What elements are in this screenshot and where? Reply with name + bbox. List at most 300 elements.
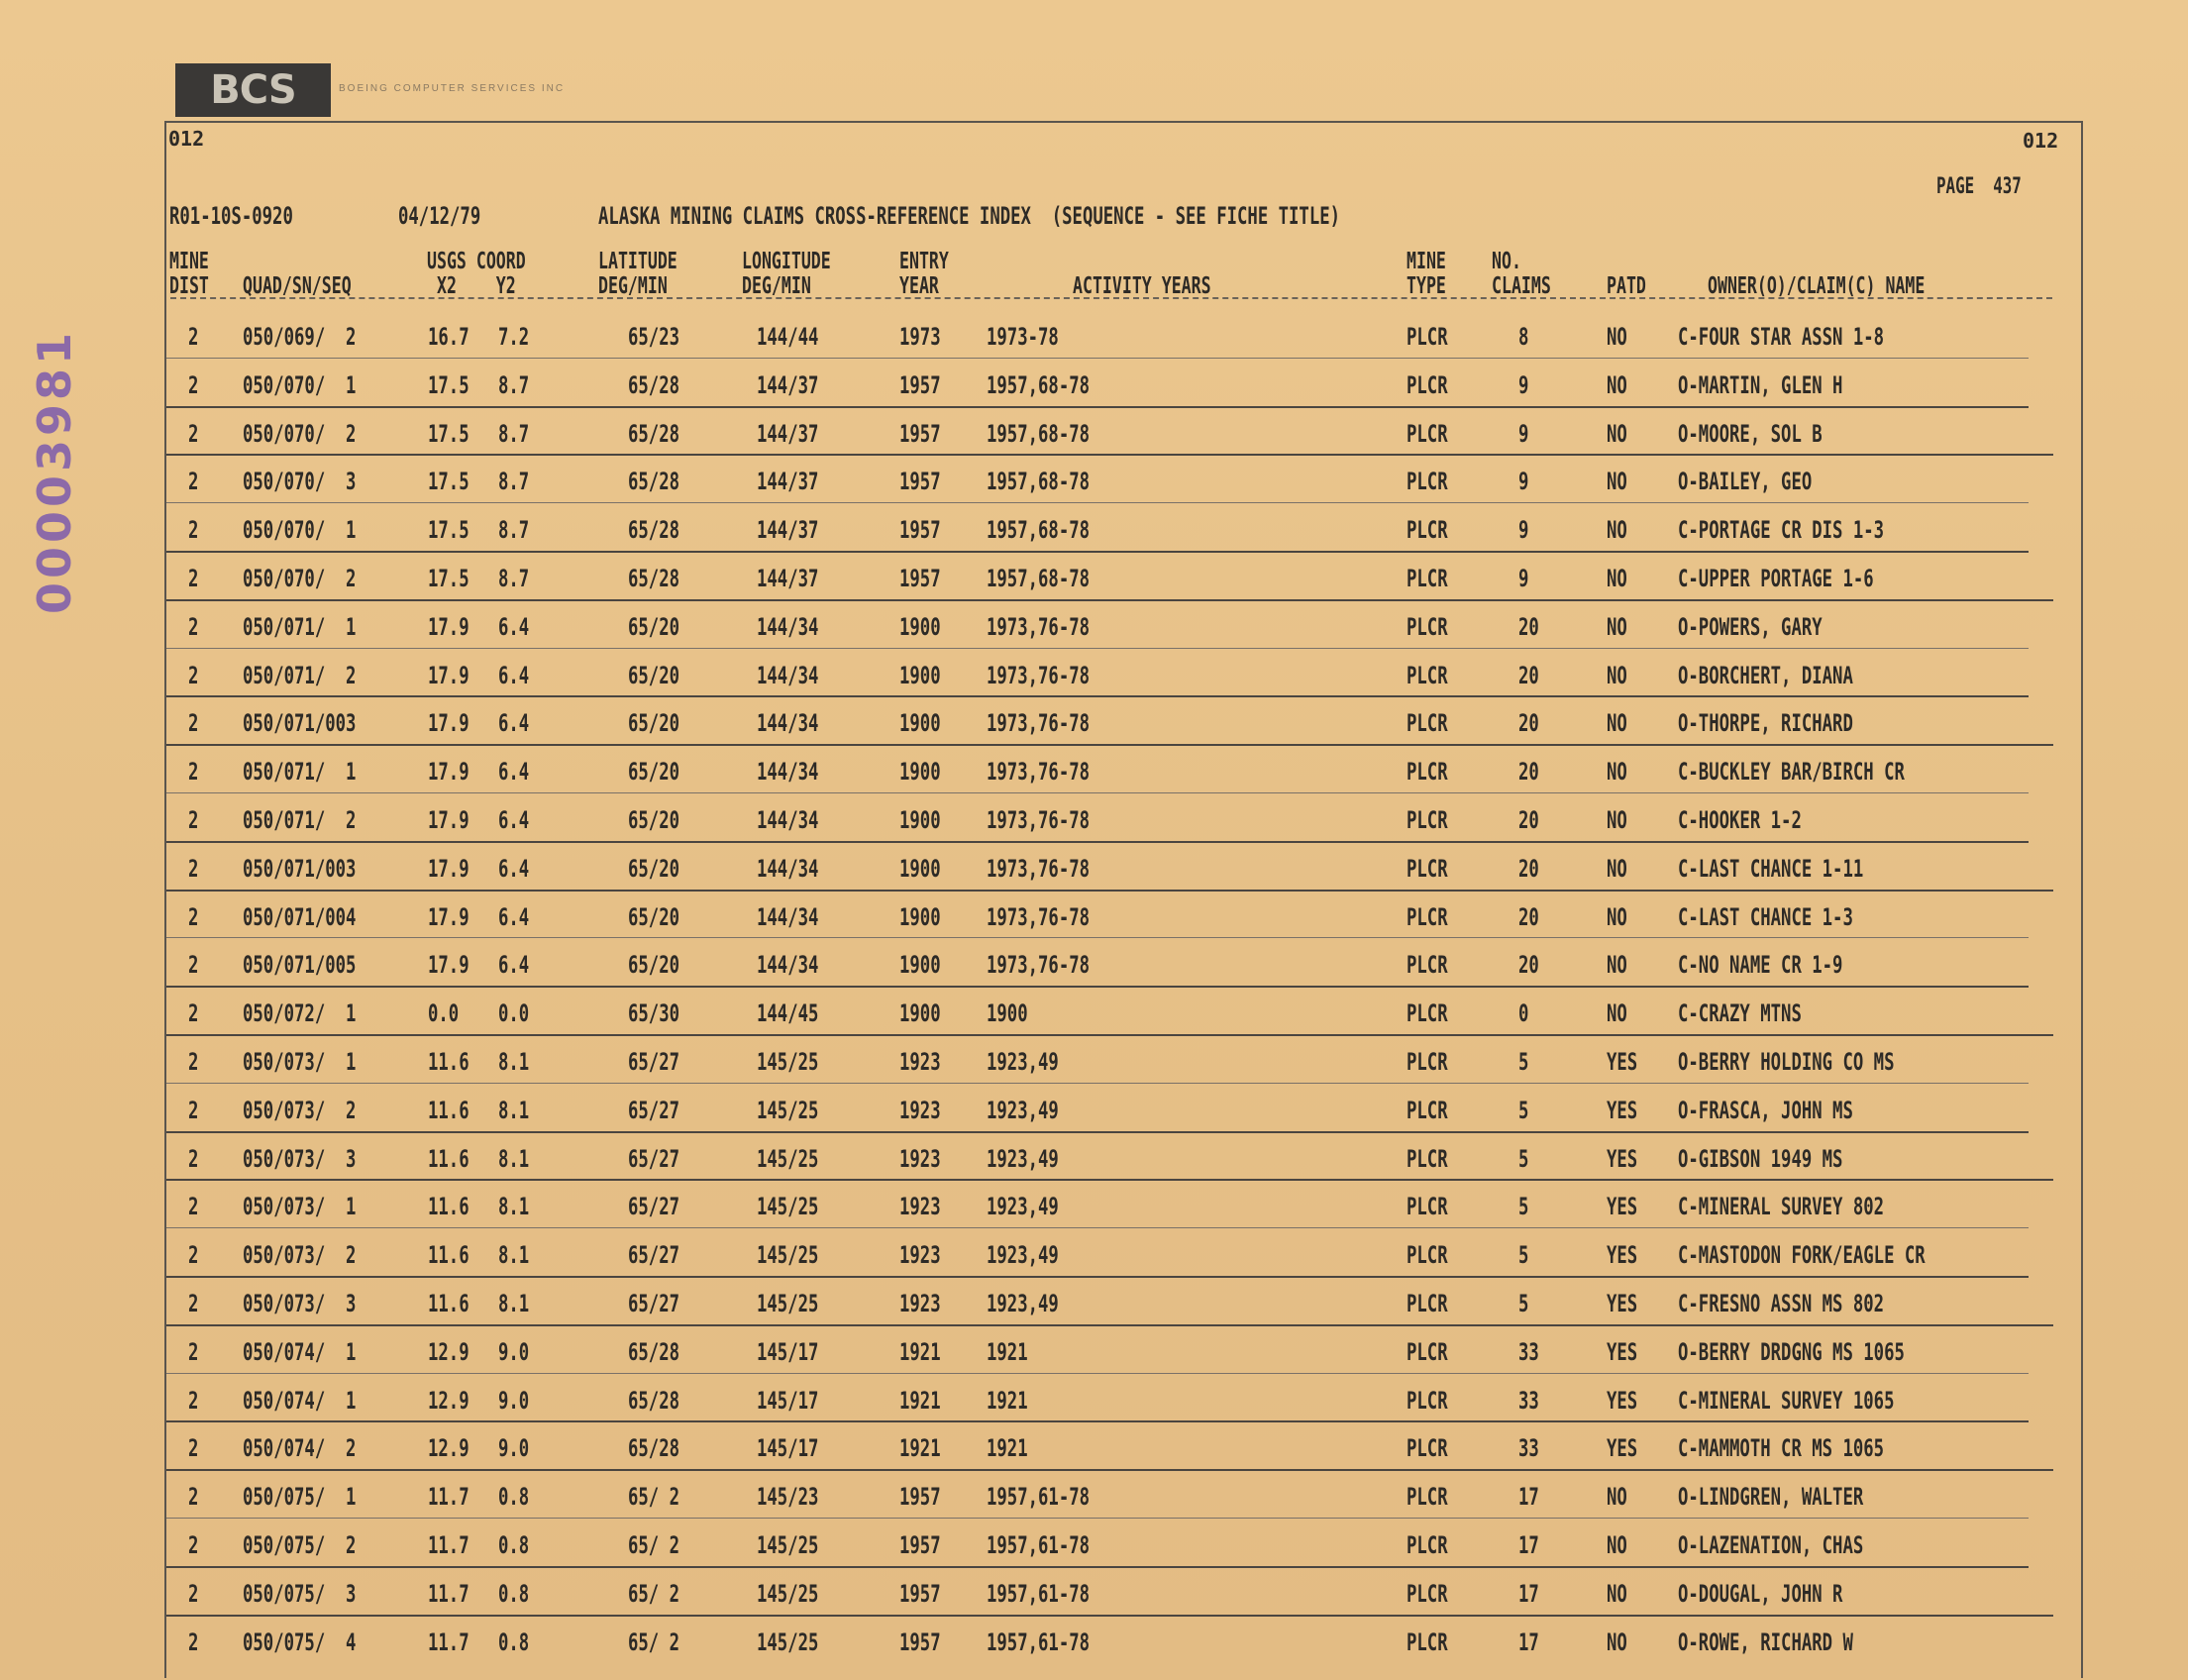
cell-type: PLCR — [1407, 1241, 1448, 1270]
cell-lon: 145/25 — [757, 1144, 819, 1173]
cell-quad: 050/070/ 1 — [243, 516, 357, 545]
cell-dist: 2 — [188, 1048, 199, 1076]
cell-y2: 7.2 — [498, 323, 530, 351]
cell-claims: 9 — [1518, 468, 1529, 496]
cell-entry: 1923 — [899, 1241, 941, 1270]
cell-y2: 8.7 — [498, 516, 530, 545]
table-row — [0, 364, 2188, 411]
cell-claims: 33 — [1518, 1337, 1539, 1366]
cell-dist: 2 — [188, 1386, 199, 1415]
cell-owner: O-DOUGAL, JOHN R — [1678, 1579, 1843, 1608]
cell-x2: 17.5 — [428, 370, 469, 399]
cell-type: PLCR — [1407, 902, 1448, 931]
cell-type: PLCR — [1407, 1579, 1448, 1608]
cell-quad: 050/075/ 1 — [243, 1483, 357, 1512]
cell-type: PLCR — [1407, 1193, 1448, 1221]
cell-owner: O-THORPE, RICHARD — [1678, 709, 1853, 738]
company-name: BOEING COMPUTER SERVICES INC — [339, 83, 566, 94]
cell-owner: C-MASTODON FORK/EAGLE CR — [1678, 1241, 1926, 1270]
cell-x2: 11.6 — [428, 1193, 469, 1221]
cell-owner: C-FRESNO ASSN MS 802 — [1678, 1290, 1885, 1317]
cell-type: PLCR — [1407, 758, 1448, 787]
row-rule — [166, 648, 2029, 649]
cell-quad: 050/074/ 1 — [243, 1337, 357, 1366]
cell-lat: 65/27 — [628, 1144, 680, 1173]
cell-patd: YES — [1607, 1144, 1638, 1173]
col-latitude: LATITUDE DEG/MIN — [598, 249, 677, 299]
cell-x2: 16.7 — [428, 323, 469, 351]
table-row — [0, 1185, 2188, 1232]
table-row — [0, 895, 2188, 943]
cell-dist: 2 — [188, 468, 199, 496]
cell-activity: 1923,49 — [987, 1241, 1059, 1270]
cell-lat: 65/20 — [628, 758, 680, 787]
cell-entry: 1957 — [899, 516, 941, 545]
cell-lat: 65/ 2 — [628, 1579, 680, 1608]
cell-dist: 2 — [188, 1290, 199, 1317]
table-row — [0, 654, 2188, 701]
cell-dist: 2 — [188, 902, 199, 931]
table-row — [0, 1572, 2188, 1620]
cell-x2: 12.9 — [428, 1337, 469, 1366]
table-row — [0, 1426, 2188, 1474]
bcs-logo: BCS — [175, 63, 331, 117]
cell-patd: YES — [1607, 1290, 1638, 1317]
cell-lon: 145/25 — [757, 1241, 819, 1270]
cell-claims: 20 — [1518, 661, 1539, 689]
cell-x2: 11.7 — [428, 1483, 469, 1512]
cell-entry: 1921 — [899, 1337, 941, 1366]
cell-activity: 1923,49 — [987, 1048, 1059, 1076]
cell-quad: 050/070/ 1 — [243, 370, 357, 399]
cell-activity: 1973,76-78 — [987, 902, 1091, 931]
cell-claims: 5 — [1518, 1096, 1529, 1124]
table-row — [0, 798, 2188, 846]
cell-lat: 65/20 — [628, 661, 680, 689]
cell-activity: 1973,76-78 — [987, 709, 1091, 738]
row-rule — [166, 551, 2029, 553]
cell-dist: 2 — [188, 1628, 199, 1656]
cell-lon: 144/34 — [757, 661, 819, 689]
cell-owner: C-MAMMOTH CR MS 1065 — [1678, 1434, 1885, 1463]
header-rule — [170, 297, 2052, 299]
cell-y2: 9.0 — [498, 1386, 530, 1415]
row-rule — [166, 792, 2029, 793]
cell-owner: C-HOOKER 1-2 — [1678, 806, 1802, 834]
report-date: 04/12/79 — [398, 202, 481, 230]
cell-y2: 0.8 — [498, 1531, 530, 1559]
cell-type: PLCR — [1407, 370, 1448, 399]
cell-claims: 8 — [1518, 323, 1529, 351]
cell-lat: 65/30 — [628, 999, 680, 1028]
cell-activity: 1957,68-78 — [987, 468, 1091, 496]
cell-y2: 8.1 — [498, 1144, 530, 1173]
cell-dist: 2 — [188, 999, 199, 1028]
cell-claims: 17 — [1518, 1531, 1539, 1559]
cell-lon: 144/44 — [757, 323, 819, 351]
cell-y2: 6.4 — [498, 951, 530, 980]
table-row — [0, 1040, 2188, 1088]
cell-y2: 8.7 — [498, 468, 530, 496]
cell-lon: 144/37 — [757, 468, 819, 496]
corner-code-right: 012 — [2023, 129, 2059, 153]
cell-type: PLCR — [1407, 806, 1448, 834]
cell-owner: C-PORTAGE CR DIS 1-3 — [1678, 516, 1885, 545]
col-mine-type: MINE TYPE — [1407, 249, 1446, 299]
cell-x2: 17.9 — [428, 612, 469, 641]
col-mine-dist: MINE DIST — [169, 249, 209, 299]
cell-dist: 2 — [188, 516, 199, 545]
cell-owner: C-MINERAL SURVEY 1065 — [1678, 1386, 1895, 1415]
cell-patd: NO — [1607, 1531, 1627, 1559]
cell-lon: 144/34 — [757, 902, 819, 931]
cell-patd: YES — [1607, 1434, 1638, 1463]
cell-entry: 1923 — [899, 1290, 941, 1317]
cell-entry: 1900 — [899, 612, 941, 641]
cell-activity: 1957,68-78 — [987, 419, 1091, 448]
cell-y2: 8.1 — [498, 1048, 530, 1076]
col-usgs-coord: USGS COORD X2 Y2 — [427, 249, 526, 299]
row-rule — [166, 890, 2053, 892]
row-rule — [166, 1566, 2029, 1568]
cell-dist: 2 — [188, 370, 199, 399]
cell-quad: 050/069/ 2 — [243, 323, 357, 351]
cell-dist: 2 — [188, 1144, 199, 1173]
cell-quad: 050/071/ 1 — [243, 612, 357, 641]
cell-dist: 2 — [188, 1434, 199, 1463]
cell-activity: 1973-78 — [987, 323, 1059, 351]
cell-claims: 33 — [1518, 1434, 1539, 1463]
cell-patd: YES — [1607, 1241, 1638, 1270]
row-rule — [166, 1469, 2053, 1471]
cell-quad: 050/073/ 3 — [243, 1144, 357, 1173]
cell-patd: NO — [1607, 951, 1627, 980]
cell-lon: 145/25 — [757, 1096, 819, 1124]
cell-claims: 5 — [1518, 1144, 1529, 1173]
table-row — [0, 1282, 2188, 1329]
cell-dist: 2 — [188, 661, 199, 689]
cell-lon: 145/23 — [757, 1483, 819, 1512]
cell-activity: 1923,49 — [987, 1144, 1059, 1173]
cell-claims: 5 — [1518, 1193, 1529, 1221]
cell-claims: 17 — [1518, 1579, 1539, 1608]
cell-entry: 1923 — [899, 1048, 941, 1076]
cell-claims: 17 — [1518, 1628, 1539, 1656]
table-row — [0, 557, 2188, 604]
cell-lon: 145/25 — [757, 1579, 819, 1608]
cell-activity: 1957,68-78 — [987, 516, 1091, 545]
cell-dist: 2 — [188, 1483, 199, 1512]
col-entry-year: ENTRY YEAR — [899, 249, 949, 299]
cell-owner: C-MINERAL SURVEY 802 — [1678, 1193, 1885, 1221]
cell-entry: 1957 — [899, 468, 941, 496]
cell-dist: 2 — [188, 1337, 199, 1366]
report-id: R01-10S-0920 — [169, 202, 293, 230]
cell-x2: 11.6 — [428, 1290, 469, 1317]
cell-claims: 9 — [1518, 565, 1529, 592]
cell-claims: 5 — [1518, 1241, 1529, 1270]
cell-quad: 050/070/ 2 — [243, 565, 357, 592]
cell-owner: O-BAILEY, GEO — [1678, 468, 1813, 496]
cell-dist: 2 — [188, 1579, 199, 1608]
cell-y2: 9.0 — [498, 1337, 530, 1366]
table-row — [0, 750, 2188, 797]
cell-entry: 1957 — [899, 1579, 941, 1608]
cell-x2: 11.6 — [428, 1144, 469, 1173]
cell-owner: C-BUCKLEY BAR/BIRCH CR — [1678, 758, 1905, 787]
cell-patd: YES — [1607, 1193, 1638, 1221]
cell-lon: 145/25 — [757, 1048, 819, 1076]
row-rule — [166, 599, 2053, 601]
cell-owner: C-FOUR STAR ASSN 1-8 — [1678, 323, 1885, 351]
cell-lat: 65/28 — [628, 1337, 680, 1366]
cell-owner: O-GIBSON 1949 MS — [1678, 1144, 1843, 1173]
cell-entry: 1957 — [899, 1628, 941, 1656]
table-row — [0, 1233, 2188, 1281]
cell-lat: 65/20 — [628, 612, 680, 641]
cell-quad: 050/073/ 1 — [243, 1193, 357, 1221]
col-patd: PATD — [1607, 273, 1646, 299]
cell-quad: 050/075/ 2 — [243, 1531, 357, 1559]
cell-patd: NO — [1607, 323, 1627, 351]
cell-claims: 5 — [1518, 1290, 1529, 1317]
cell-y2: 8.1 — [498, 1241, 530, 1270]
cell-y2: 8.7 — [498, 419, 530, 448]
cell-y2: 0.8 — [498, 1628, 530, 1656]
corner-code-left: 012 — [168, 127, 205, 151]
cell-activity: 1923,49 — [987, 1290, 1059, 1317]
cell-type: PLCR — [1407, 709, 1448, 738]
cell-type: PLCR — [1407, 1290, 1448, 1317]
col-longitude: LONGITUDE DEG/MIN — [742, 249, 831, 299]
cell-dist: 2 — [188, 854, 199, 883]
cell-y2: 8.1 — [498, 1290, 530, 1317]
cell-type: PLCR — [1407, 1628, 1448, 1656]
cell-y2: 0.8 — [498, 1579, 530, 1608]
cell-activity: 1923,49 — [987, 1096, 1059, 1124]
cell-lon: 145/25 — [757, 1290, 819, 1317]
row-rule — [166, 1276, 2029, 1278]
row-rule — [166, 358, 2029, 359]
cell-activity: 1973,76-78 — [987, 758, 1091, 787]
cell-type: PLCR — [1407, 661, 1448, 689]
cell-lat: 65/28 — [628, 516, 680, 545]
cell-patd: NO — [1607, 709, 1627, 738]
cell-claims: 20 — [1518, 806, 1539, 834]
table-row — [0, 605, 2188, 653]
cell-owner: O-MOORE, SOL B — [1678, 419, 1823, 448]
cell-patd: NO — [1607, 419, 1627, 448]
cell-lat: 65/27 — [628, 1193, 680, 1221]
cell-patd: NO — [1607, 854, 1627, 883]
cell-x2: 17.9 — [428, 951, 469, 980]
cell-dist: 2 — [188, 758, 199, 787]
cell-x2: 12.9 — [428, 1434, 469, 1463]
row-rule — [166, 406, 2029, 408]
cell-owner: O-ROWE, RICHARD W — [1678, 1628, 1853, 1656]
cell-activity: 1921 — [987, 1337, 1028, 1366]
cell-lat: 65/23 — [628, 323, 680, 351]
cell-y2: 6.4 — [498, 661, 530, 689]
cell-patd: NO — [1607, 468, 1627, 496]
cell-y2: 9.0 — [498, 1434, 530, 1463]
cell-quad: 050/071/003 — [243, 709, 357, 738]
cell-owner: O-LINDGREN, WALTER — [1678, 1483, 1864, 1512]
cell-activity: 1921 — [987, 1386, 1028, 1415]
cell-claims: 9 — [1518, 370, 1529, 399]
cell-dist: 2 — [188, 419, 199, 448]
cell-x2: 17.5 — [428, 419, 469, 448]
cell-quad: 050/071/005 — [243, 951, 357, 980]
cell-lat: 65/28 — [628, 370, 680, 399]
cell-type: PLCR — [1407, 999, 1448, 1028]
cell-patd: NO — [1607, 1579, 1627, 1608]
table-row — [0, 847, 2188, 894]
cell-type: PLCR — [1407, 1386, 1448, 1415]
cell-dist: 2 — [188, 1531, 199, 1559]
cell-y2: 6.4 — [498, 709, 530, 738]
cell-activity: 1973,76-78 — [987, 951, 1091, 980]
table-row — [0, 315, 2188, 363]
cell-quad: 050/073/ 2 — [243, 1241, 357, 1270]
cell-x2: 17.5 — [428, 516, 469, 545]
cell-owner: C-UPPER PORTAGE 1-6 — [1678, 565, 1874, 592]
cell-x2: 17.9 — [428, 854, 469, 883]
cell-patd: NO — [1607, 661, 1627, 689]
cell-lat: 65/20 — [628, 806, 680, 834]
cell-entry: 1900 — [899, 854, 941, 883]
cell-lat: 65/27 — [628, 1241, 680, 1270]
cell-lat: 65/27 — [628, 1096, 680, 1124]
cell-lon: 144/34 — [757, 612, 819, 641]
cell-lat: 65/20 — [628, 854, 680, 883]
cell-claims: 17 — [1518, 1483, 1539, 1512]
cell-entry: 1923 — [899, 1193, 941, 1221]
cell-entry: 1921 — [899, 1434, 941, 1463]
table-row — [0, 1330, 2188, 1378]
cell-lat: 65/27 — [628, 1048, 680, 1076]
cell-dist: 2 — [188, 1193, 199, 1221]
cell-dist: 2 — [188, 612, 199, 641]
cell-lon: 144/34 — [757, 951, 819, 980]
cell-lon: 144/34 — [757, 854, 819, 883]
cell-x2: 17.5 — [428, 565, 469, 592]
row-rule — [166, 1083, 2029, 1084]
cell-lat: 65/28 — [628, 419, 680, 448]
cell-dist: 2 — [188, 806, 199, 834]
cell-claims: 20 — [1518, 612, 1539, 641]
cell-lon: 144/37 — [757, 370, 819, 399]
cell-lat: 65/ 2 — [628, 1483, 680, 1512]
table-row — [0, 1137, 2188, 1185]
cell-owner: O-BERRY HOLDING CO MS — [1678, 1048, 1895, 1076]
cell-lat: 65/28 — [628, 468, 680, 496]
table-row — [0, 460, 2188, 507]
row-rule — [166, 1131, 2029, 1133]
cell-claims: 20 — [1518, 758, 1539, 787]
cell-entry: 1900 — [899, 806, 941, 834]
cell-x2: 17.9 — [428, 806, 469, 834]
cell-y2: 6.4 — [498, 806, 530, 834]
col-claims: NO. CLAIMS — [1492, 249, 1551, 299]
cell-quad: 050/071/003 — [243, 854, 357, 883]
cell-dist: 2 — [188, 323, 199, 351]
row-rule — [166, 986, 2029, 988]
cell-quad: 050/070/ 2 — [243, 419, 357, 448]
cell-entry: 1900 — [899, 999, 941, 1028]
row-rule — [166, 695, 2029, 697]
cell-patd: NO — [1607, 370, 1627, 399]
cell-quad: 050/075/ 3 — [243, 1579, 357, 1608]
table-row — [0, 1379, 2188, 1426]
cell-claims: 20 — [1518, 854, 1539, 883]
cell-type: PLCR — [1407, 1483, 1448, 1512]
table-row — [0, 1089, 2188, 1136]
cell-dist: 2 — [188, 1241, 199, 1270]
cell-patd: NO — [1607, 1483, 1627, 1512]
cell-activity: 1957,61-78 — [987, 1483, 1091, 1512]
table-row — [0, 943, 2188, 991]
cell-x2: 17.9 — [428, 902, 469, 931]
cell-lon: 145/17 — [757, 1337, 819, 1366]
cell-type: PLCR — [1407, 1531, 1448, 1559]
cell-type: PLCR — [1407, 565, 1448, 592]
cell-type: PLCR — [1407, 1096, 1448, 1124]
cell-type: PLCR — [1407, 323, 1448, 351]
cell-x2: 12.9 — [428, 1386, 469, 1415]
cell-lon: 144/37 — [757, 516, 819, 545]
cell-entry: 1923 — [899, 1096, 941, 1124]
cell-owner: O-LAZENATION, CHAS — [1678, 1531, 1864, 1559]
cell-owner: O-BORCHERT, DIANA — [1678, 661, 1853, 689]
cell-lon: 144/45 — [757, 999, 819, 1028]
cell-type: PLCR — [1407, 1144, 1448, 1173]
cell-patd: NO — [1607, 565, 1627, 592]
cell-lat: 65/ 2 — [628, 1628, 680, 1656]
cell-entry: 1900 — [899, 951, 941, 980]
cell-activity: 1973,76-78 — [987, 661, 1091, 689]
table-row — [0, 508, 2188, 556]
cell-type: PLCR — [1407, 1048, 1448, 1076]
cell-owner: C-LAST CHANCE 1-11 — [1678, 854, 1864, 883]
row-rule — [166, 1373, 2029, 1374]
col-quad: QUAD/SN/SEQ — [243, 273, 352, 299]
cell-quad: 050/074/ 2 — [243, 1434, 357, 1463]
cell-activity: 1957,68-78 — [987, 370, 1091, 399]
cell-owner: O-FRASCA, JOHN MS — [1678, 1096, 1853, 1124]
cell-y2: 6.4 — [498, 854, 530, 883]
table-row — [0, 1475, 2188, 1522]
cell-owner: C-CRAZY MTNS — [1678, 999, 1802, 1028]
fiche-stamp: 00003981 — [28, 328, 81, 614]
row-rule — [166, 1518, 2029, 1519]
cell-activity: 1921 — [987, 1434, 1028, 1463]
cell-patd: NO — [1607, 516, 1627, 545]
cell-claims: 20 — [1518, 902, 1539, 931]
cell-dist: 2 — [188, 709, 199, 738]
cell-lon: 145/17 — [757, 1434, 819, 1463]
col-owner-claim: OWNER(O)/CLAIM(C) NAME — [1708, 273, 1926, 299]
cell-claims: 20 — [1518, 951, 1539, 980]
cell-type: PLCR — [1407, 854, 1448, 883]
cell-quad: 050/075/ 4 — [243, 1628, 357, 1656]
cell-activity: 1957,68-78 — [987, 565, 1091, 592]
cell-entry: 1900 — [899, 661, 941, 689]
cell-x2: 11.7 — [428, 1531, 469, 1559]
cell-x2: 11.6 — [428, 1241, 469, 1270]
cell-type: PLCR — [1407, 951, 1448, 980]
cell-lat: 65/20 — [628, 951, 680, 980]
